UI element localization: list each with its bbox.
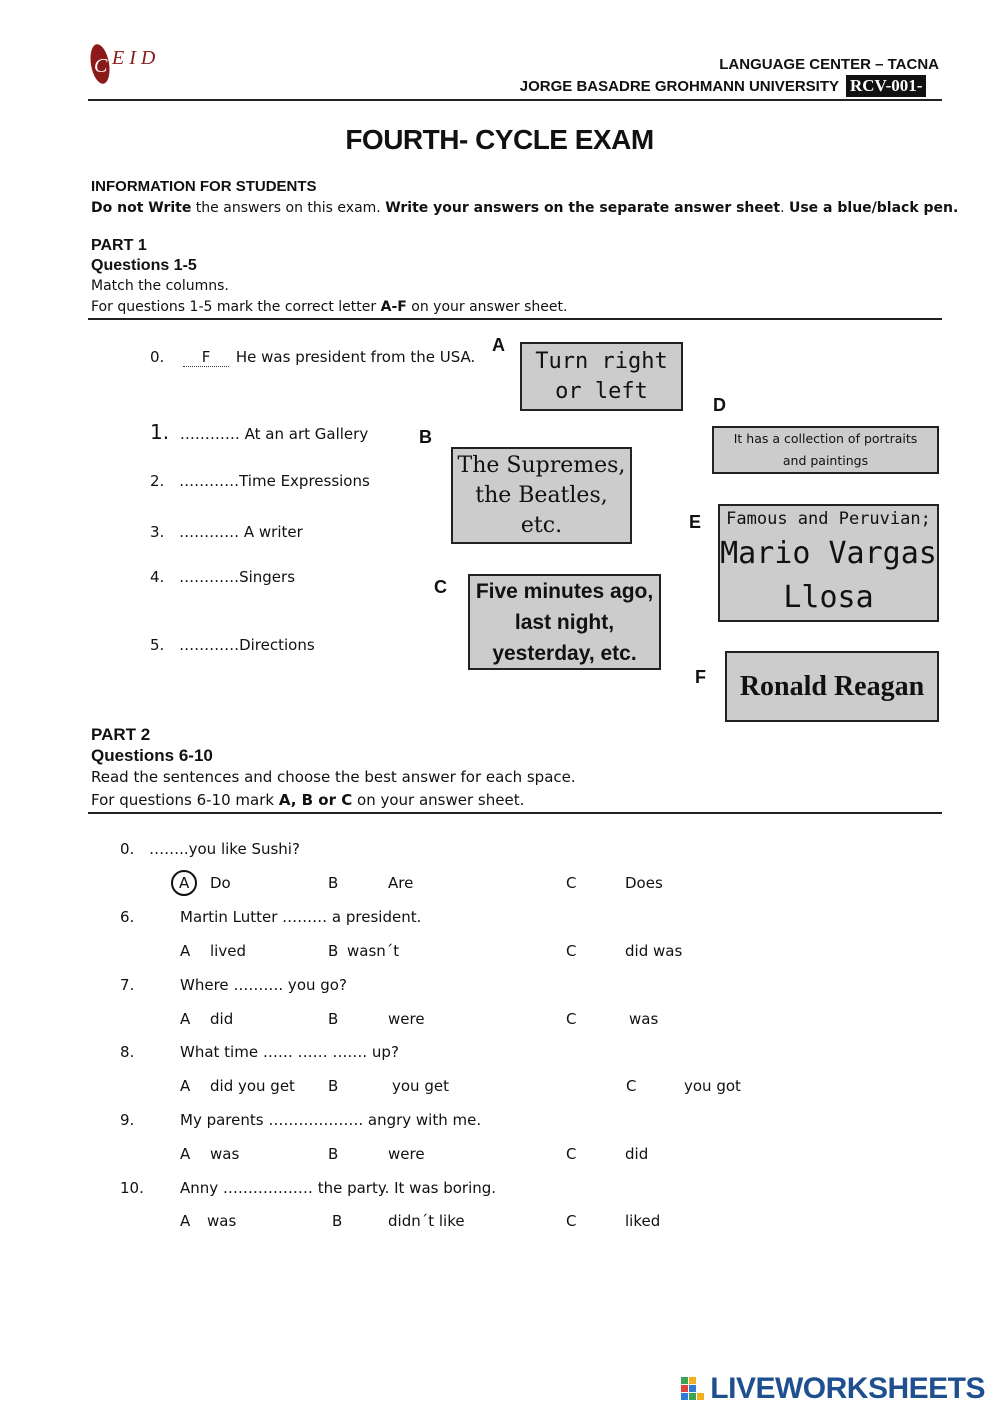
item-number: 3. <box>150 523 165 541</box>
info-bold-1: Do not Write <box>91 200 192 216</box>
part2-heading: PART 2 <box>91 725 151 744</box>
box-f: Ronald Reagan <box>725 651 939 722</box>
part2-instr-bold: A, B or C <box>278 791 353 809</box>
question-6-text: Martin Lutter ……… a president. <box>180 908 422 926</box>
header-line-2: JORGE BASADRE GROHMANN UNIVERSITY <box>519 78 839 95</box>
box-d: It has a collection of portraits and paintings <box>712 426 939 474</box>
info-text <box>91 200 958 216</box>
part2-instruction-2 <box>91 791 524 809</box>
part1-instr-post: on your answer sheet. <box>406 299 568 315</box>
item-number: 4. <box>150 568 165 586</box>
option-b-text: Are <box>388 874 414 892</box>
option-b-letter[interactable]: B <box>328 1077 339 1095</box>
box-b: The Supremes, the Beatles, etc. <box>451 447 632 544</box>
option-b-text: were <box>388 1010 425 1028</box>
question-number: 0. <box>120 840 135 858</box>
box-label-c: C <box>434 577 447 597</box>
part2-instruction-1: Read the sentences and choose the best answer for each space. <box>91 768 576 786</box>
question-10-text: Anny ……………… the party. It was boring. <box>180 1179 497 1197</box>
question-number: 6. <box>120 908 135 926</box>
option-c-letter[interactable]: C <box>566 942 577 960</box>
item-text: A writer <box>243 523 303 541</box>
option-a-text: lived <box>210 942 246 960</box>
part2-rule <box>88 812 942 814</box>
match-item-0 <box>150 348 475 367</box>
match-item-4 <box>150 568 295 586</box>
box-e-line-1: Famous and Peruvian; <box>726 509 931 529</box>
box-e <box>718 504 939 622</box>
option-a-letter[interactable]: A <box>180 1010 191 1028</box>
option-b-text: were <box>388 1145 425 1163</box>
option-a-text: did you get <box>210 1077 295 1095</box>
question-text: ……..you like Sushi? <box>149 840 300 858</box>
option-b-text: wasn´t <box>347 942 400 960</box>
part2-instr-post: on your answer sheet. <box>352 791 525 809</box>
option-a-letter[interactable]: A <box>180 1212 191 1230</box>
option-a-letter[interactable]: A <box>179 874 190 892</box>
option-b-text: didn´t like <box>388 1212 465 1230</box>
header-line-1: LANGUAGE CENTER – TACNA <box>719 56 939 73</box>
option-c-text: Does <box>625 874 663 892</box>
item-number: 1. <box>150 420 170 444</box>
box-label-f: F <box>695 667 706 687</box>
item-number: 2. <box>150 472 165 490</box>
answer-blank[interactable]: ………… <box>179 523 240 541</box>
part1-instr-bold: A-F <box>380 299 407 315</box>
option-c-letter[interactable]: C <box>626 1077 637 1095</box>
option-a-text: was <box>210 1145 240 1163</box>
option-b-letter[interactable]: B <box>328 1010 339 1028</box>
item-text: Singers <box>239 568 296 586</box>
ceid-logo <box>88 34 168 86</box>
info-heading: INFORMATION FOR STUDENTS <box>91 178 317 195</box>
box-a: Turn right or left <box>520 342 683 411</box>
option-c-letter[interactable]: C <box>566 1010 577 1028</box>
match-item-3 <box>150 523 303 541</box>
part1-instruction-1: Match the columns. <box>91 278 229 294</box>
question-8-text: What time …… …… ……. up? <box>180 1043 399 1061</box>
match-item-5 <box>150 636 315 654</box>
part1-instruction-2 <box>91 299 567 315</box>
document-code: RCV-001- <box>846 75 926 97</box>
item-text: Directions <box>239 636 315 654</box>
question-7-text: Where ………. you go? <box>180 976 347 994</box>
answer-blank[interactable]: ………… <box>179 568 240 586</box>
item-text: He was president from the USA. <box>235 348 476 366</box>
box-label-d: D <box>713 395 726 415</box>
option-c-letter[interactable]: C <box>566 874 577 892</box>
box-label-a: A <box>492 335 505 355</box>
item-text: Time Expressions <box>239 472 370 490</box>
box-label-b: B <box>419 427 432 447</box>
option-b-letter[interactable]: B <box>328 942 339 960</box>
option-b-letter[interactable]: B <box>328 874 339 892</box>
option-a-letter[interactable]: A <box>180 1145 191 1163</box>
option-c-text: did <box>625 1145 649 1163</box>
box-e-line-2: Mario Vargas Llosa <box>720 536 937 615</box>
option-c-text: liked <box>625 1212 661 1230</box>
option-b-text: you get <box>392 1077 449 1095</box>
part2-subheading: Questions 6-10 <box>91 746 213 765</box>
option-b-letter[interactable]: B <box>332 1212 343 1230</box>
part1-subheading: Questions 1-5 <box>91 257 197 274</box>
option-a-letter[interactable]: A <box>180 1077 191 1095</box>
answer-blank[interactable]: ………… <box>179 636 240 654</box>
option-a-text: did <box>210 1010 234 1028</box>
question-7: 7. <box>120 976 135 994</box>
info-text-2: . <box>780 200 789 216</box>
question-6 <box>120 908 134 926</box>
item-number: 0. <box>150 348 165 366</box>
question-9: 9. <box>120 1111 135 1129</box>
answer-blank[interactable]: ………… <box>179 425 240 443</box>
info-text-1: the answers on this exam. <box>191 200 386 216</box>
part1-rule <box>88 318 942 320</box>
box-c: Five minutes ago, last night, yesterday, etc. <box>468 574 661 670</box>
info-bold-2: Write your answers on the separate answer sheet <box>385 200 781 216</box>
part1-instr-pre: For questions 1-5 mark the correct letter <box>91 299 381 315</box>
answer-blank[interactable]: F <box>183 348 229 367</box>
liveworksheets-logo-text[interactable]: LIVEWORKSHEETS <box>710 1372 985 1405</box>
option-c-text: did was <box>625 942 683 960</box>
header-rule <box>88 99 942 101</box>
svg-text:E I D: E I D <box>112 47 156 69</box>
option-c-letter[interactable]: C <box>566 1212 577 1230</box>
option-c-letter[interactable]: C <box>566 1145 577 1163</box>
part2-instr-pre: For questions 6-10 mark <box>91 791 279 809</box>
liveworksheets-logo-icon <box>681 1377 705 1401</box>
svg-text:C: C <box>94 55 108 77</box>
option-a-letter[interactable]: A <box>180 942 191 960</box>
item-number: 5. <box>150 636 165 654</box>
match-item-1 <box>150 420 368 444</box>
question-9-text: My parents ………………. angry with me. <box>180 1111 482 1129</box>
box-label-e: E <box>689 512 702 532</box>
answer-blank[interactable]: ………… <box>179 472 240 490</box>
info-bold-3: Use a blue/black pen. <box>788 200 959 216</box>
option-b-letter[interactable]: B <box>328 1145 339 1163</box>
page-title: FOURTH- CYCLE EXAM <box>345 124 654 155</box>
option-c-text: was <box>629 1010 659 1028</box>
question-10: 10. <box>120 1179 144 1197</box>
option-a-text: Do <box>210 874 231 892</box>
part1-heading: PART 1 <box>91 237 147 254</box>
question-8: 8. <box>120 1043 135 1061</box>
option-c-text: you got <box>684 1077 741 1095</box>
option-a-text: was <box>207 1212 237 1230</box>
match-item-2 <box>150 472 370 490</box>
question-0 <box>120 840 300 858</box>
item-text: At an art Gallery <box>244 425 369 443</box>
